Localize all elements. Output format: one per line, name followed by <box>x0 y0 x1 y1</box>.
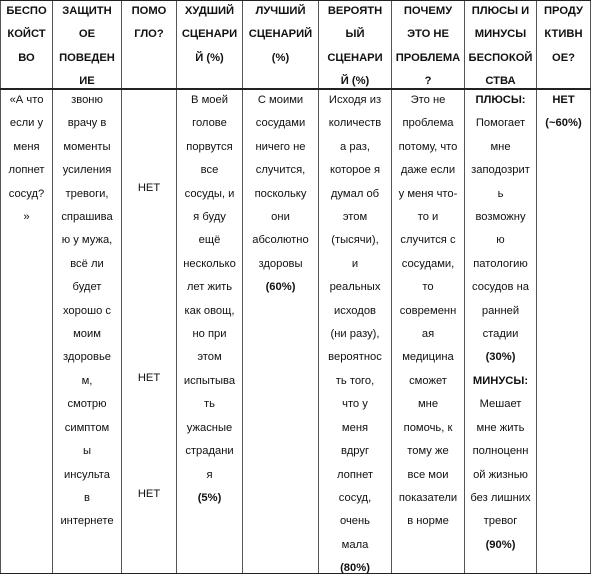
header-best-scenario: ЛУЧШИЙ СЦЕНАРИЙ (%) <box>248 5 313 64</box>
cell-worst-scenario: В моей голове порвутся все сосуды, и я буду ещё несколько лет жить как овощ, но при этом испытыва ть ужасные страдани я (5%) <box>183 94 236 504</box>
header-pros-cons: ПЛЮСЫ И МИНУСЫ БЕСПОКОЙ СТВА <box>468 5 533 88</box>
header-worry: БЕСПО КОЙСТ ВО <box>6 5 47 64</box>
header-protective-behavior: ЗАЩИТН ОЕ ПОВЕДЕН ИЕ <box>59 5 115 88</box>
cell-pros-cons: ПЛЮСЫ: Помогает мне заподозрит ь возможну ю патологию сосудов на ранней стадии (30%) МИНУСЫ: Мешает мне жить полноценн ой жизнью без лишних тревог (90%) <box>470 94 531 551</box>
cell-helped-2: НЕТ <box>137 372 161 384</box>
header-helped: ПОМО ГЛО? <box>131 5 167 41</box>
cell-productive: НЕТ (~60%) <box>545 94 582 130</box>
cell-protective-behavior: звоню врачу в моменты усиления тревоги, спрашива ю у мужа, всё ли будет хорошо с моим здоровье м, смотрю симптом ы инсульта в интернете <box>60 94 114 528</box>
cell-best-scenario: С моими сосудами ничего не случится, поскольку они абсолютно здоровы (60%) <box>252 94 309 294</box>
column-divider <box>536 0 537 574</box>
header-worst-scenario: ХУДШИЙ СЦЕНАРИ Й (%) <box>181 5 238 64</box>
cell-helped-3: НЕТ <box>137 488 161 500</box>
table-border-left <box>0 0 1 574</box>
header-likely-scenario: ВЕРОЯТН ЫЙ СЦЕНАРИ Й (%) <box>327 5 383 88</box>
cell-likely-scenario: Исходя из количеств а раз, которое я думал об этом (тысячи), и реальных исходов (ни разу), вероятнос ть того, что у меня вдруг лопнет сосуд, очень мала (80%) <box>328 94 382 575</box>
cell-worry: «А что если у меня лопнет сосуд? » <box>8 94 45 224</box>
header-productive: ПРОДУ КТИВН ОЕ? <box>544 5 583 64</box>
cell-helped-1: НЕТ <box>137 182 161 194</box>
cell-why-not-problem: Это не проблема потому, что даже если у меня что- то и случится с сосудами, то современн ая медицина сможет мне помочь, к тому же все мои показатели в норме <box>398 94 458 528</box>
header-why-not-problem: ПОЧЕМУ ЭТО НЕ ПРОБЛЕМА ? <box>395 5 461 88</box>
